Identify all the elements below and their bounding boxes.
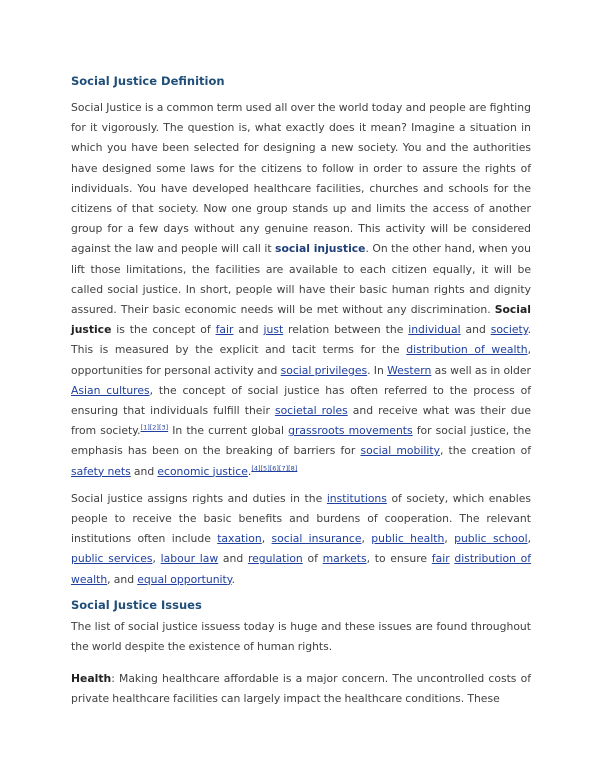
text: . — [231, 572, 236, 586]
link-social-privileges[interactable]: social privileges — [280, 363, 368, 377]
link-markets[interactable]: markets — [322, 552, 367, 566]
link-western[interactable]: Western — [387, 363, 432, 377]
link-social-insurance[interactable]: social insurance — [271, 532, 362, 546]
bold-health: Health — [71, 672, 112, 686]
text: Social Justice is a common term used all over the world today and people are fighting for it vigorously. The question is, what exactly does it mean? Imagine a situation in which you have been selected for designing a new society. You and the authorities have designed some laws for the citizens to follow in order to assure the rights of individuals. You have developed healthcare facilities, churches and schools for the citizens of that society. Now one group stands up and limits the access of another group for a few days without any genuine reason. This activity will be considered against the law and people will call it — [71, 101, 531, 256]
text: and — [460, 323, 491, 337]
paragraph-health — [71, 669, 531, 709]
text: Social justice assigns rights and duties in the — [71, 491, 327, 505]
text: In the current global — [168, 424, 289, 438]
text: of society, which enables people to receive the basic benefits and burdens of cooperation. The relevant institutions often include — [71, 491, 531, 546]
link-asian-cultures[interactable]: Asian cultures — [71, 383, 150, 397]
link-institutions[interactable]: institutions — [326, 491, 387, 505]
text: . This is measured by the explicit and tacit terms for the — [71, 323, 532, 357]
text: , to ensure — [366, 552, 432, 566]
text: , and — [107, 572, 138, 586]
link-just[interactable]: just — [263, 323, 284, 337]
paragraph-institutions — [71, 489, 531, 590]
paragraph-definition — [71, 98, 531, 482]
text: , the creation of — [439, 444, 531, 458]
paragraph-issues-intro: The list of social justice issuess today is huge and these issues are found throughout the world despite the existence of human rights. — [71, 619, 531, 654]
link-society[interactable]: society — [490, 323, 528, 337]
text: and receive what was their due from society. — [71, 404, 531, 438]
text: relation between the — [283, 323, 409, 337]
link-regulation[interactable]: regulation — [247, 552, 303, 566]
text: as well as in older — [431, 363, 531, 377]
citation-4-8[interactable]: [4][5][6][7][8] — [251, 464, 298, 473]
text: , the concept of social justice has often referred to the process of ensuring that individuals fulfill their — [71, 383, 531, 418]
text: for social justice, the emphasis has been on the breaking of barriers for — [71, 424, 531, 458]
text: and — [233, 323, 264, 337]
text: . In — [367, 363, 388, 377]
text: , — [527, 532, 532, 546]
text: : Making healthcare affordable is a major concern. The uncontrolled costs of private healthcare facilities can largely impact the healthcare conditions. These — [71, 672, 531, 706]
link-public-health[interactable]: public health — [371, 532, 445, 546]
text: , — [152, 552, 161, 566]
text: , — [361, 532, 372, 546]
link-fair[interactable]: fair — [215, 323, 234, 337]
text: , — [261, 532, 272, 546]
text: , opportunities for personal activity and — [71, 343, 531, 377]
link-distribution-of-wealth[interactable]: distribution of wealth — [71, 552, 532, 586]
link-safety-nets[interactable]: safety nets — [71, 464, 131, 478]
link-individual[interactable]: individual — [408, 323, 461, 337]
text: and — [130, 464, 158, 478]
link-public-services[interactable]: public services — [71, 552, 153, 566]
link-equal-opportunity[interactable]: equal opportunity — [137, 572, 232, 586]
link-distribution-of-wealth[interactable]: distribution of wealth — [406, 343, 528, 357]
link-societal-roles[interactable]: societal roles — [274, 404, 348, 418]
link-grassroots-movements[interactable]: grassroots movements — [288, 424, 413, 438]
heading-social-justice-issues: Social Justice Issues — [71, 597, 202, 612]
text: . — [247, 464, 252, 478]
link-public-school[interactable]: public school — [454, 532, 528, 546]
text: . On the other hand, when you lift those limitations, the facilities are available to each citizen equally, it will be called social justice. In short, people will have their basic human rights and dignity assured. Their basic economic needs will be met without any discrimination. — [71, 242, 531, 317]
text: and — [218, 552, 248, 566]
text: of — [302, 552, 323, 566]
link-economic-justice[interactable]: economic justice — [157, 464, 248, 478]
link-labour-law[interactable]: labour law — [160, 552, 219, 566]
text: , — [444, 532, 455, 546]
text: is the concept of — [111, 323, 216, 337]
heading-social-justice-definition: Social Justice Definition — [71, 74, 225, 88]
bold-social-justice: Social justice — [71, 303, 531, 337]
citation-1-3[interactable]: [1][2][3] — [140, 423, 169, 432]
link-fair[interactable]: fair — [431, 552, 450, 566]
bold-social-injustice: social injustice — [275, 242, 366, 256]
link-social-mobility[interactable]: social mobility — [360, 444, 440, 458]
link-taxation[interactable]: taxation — [217, 532, 262, 546]
